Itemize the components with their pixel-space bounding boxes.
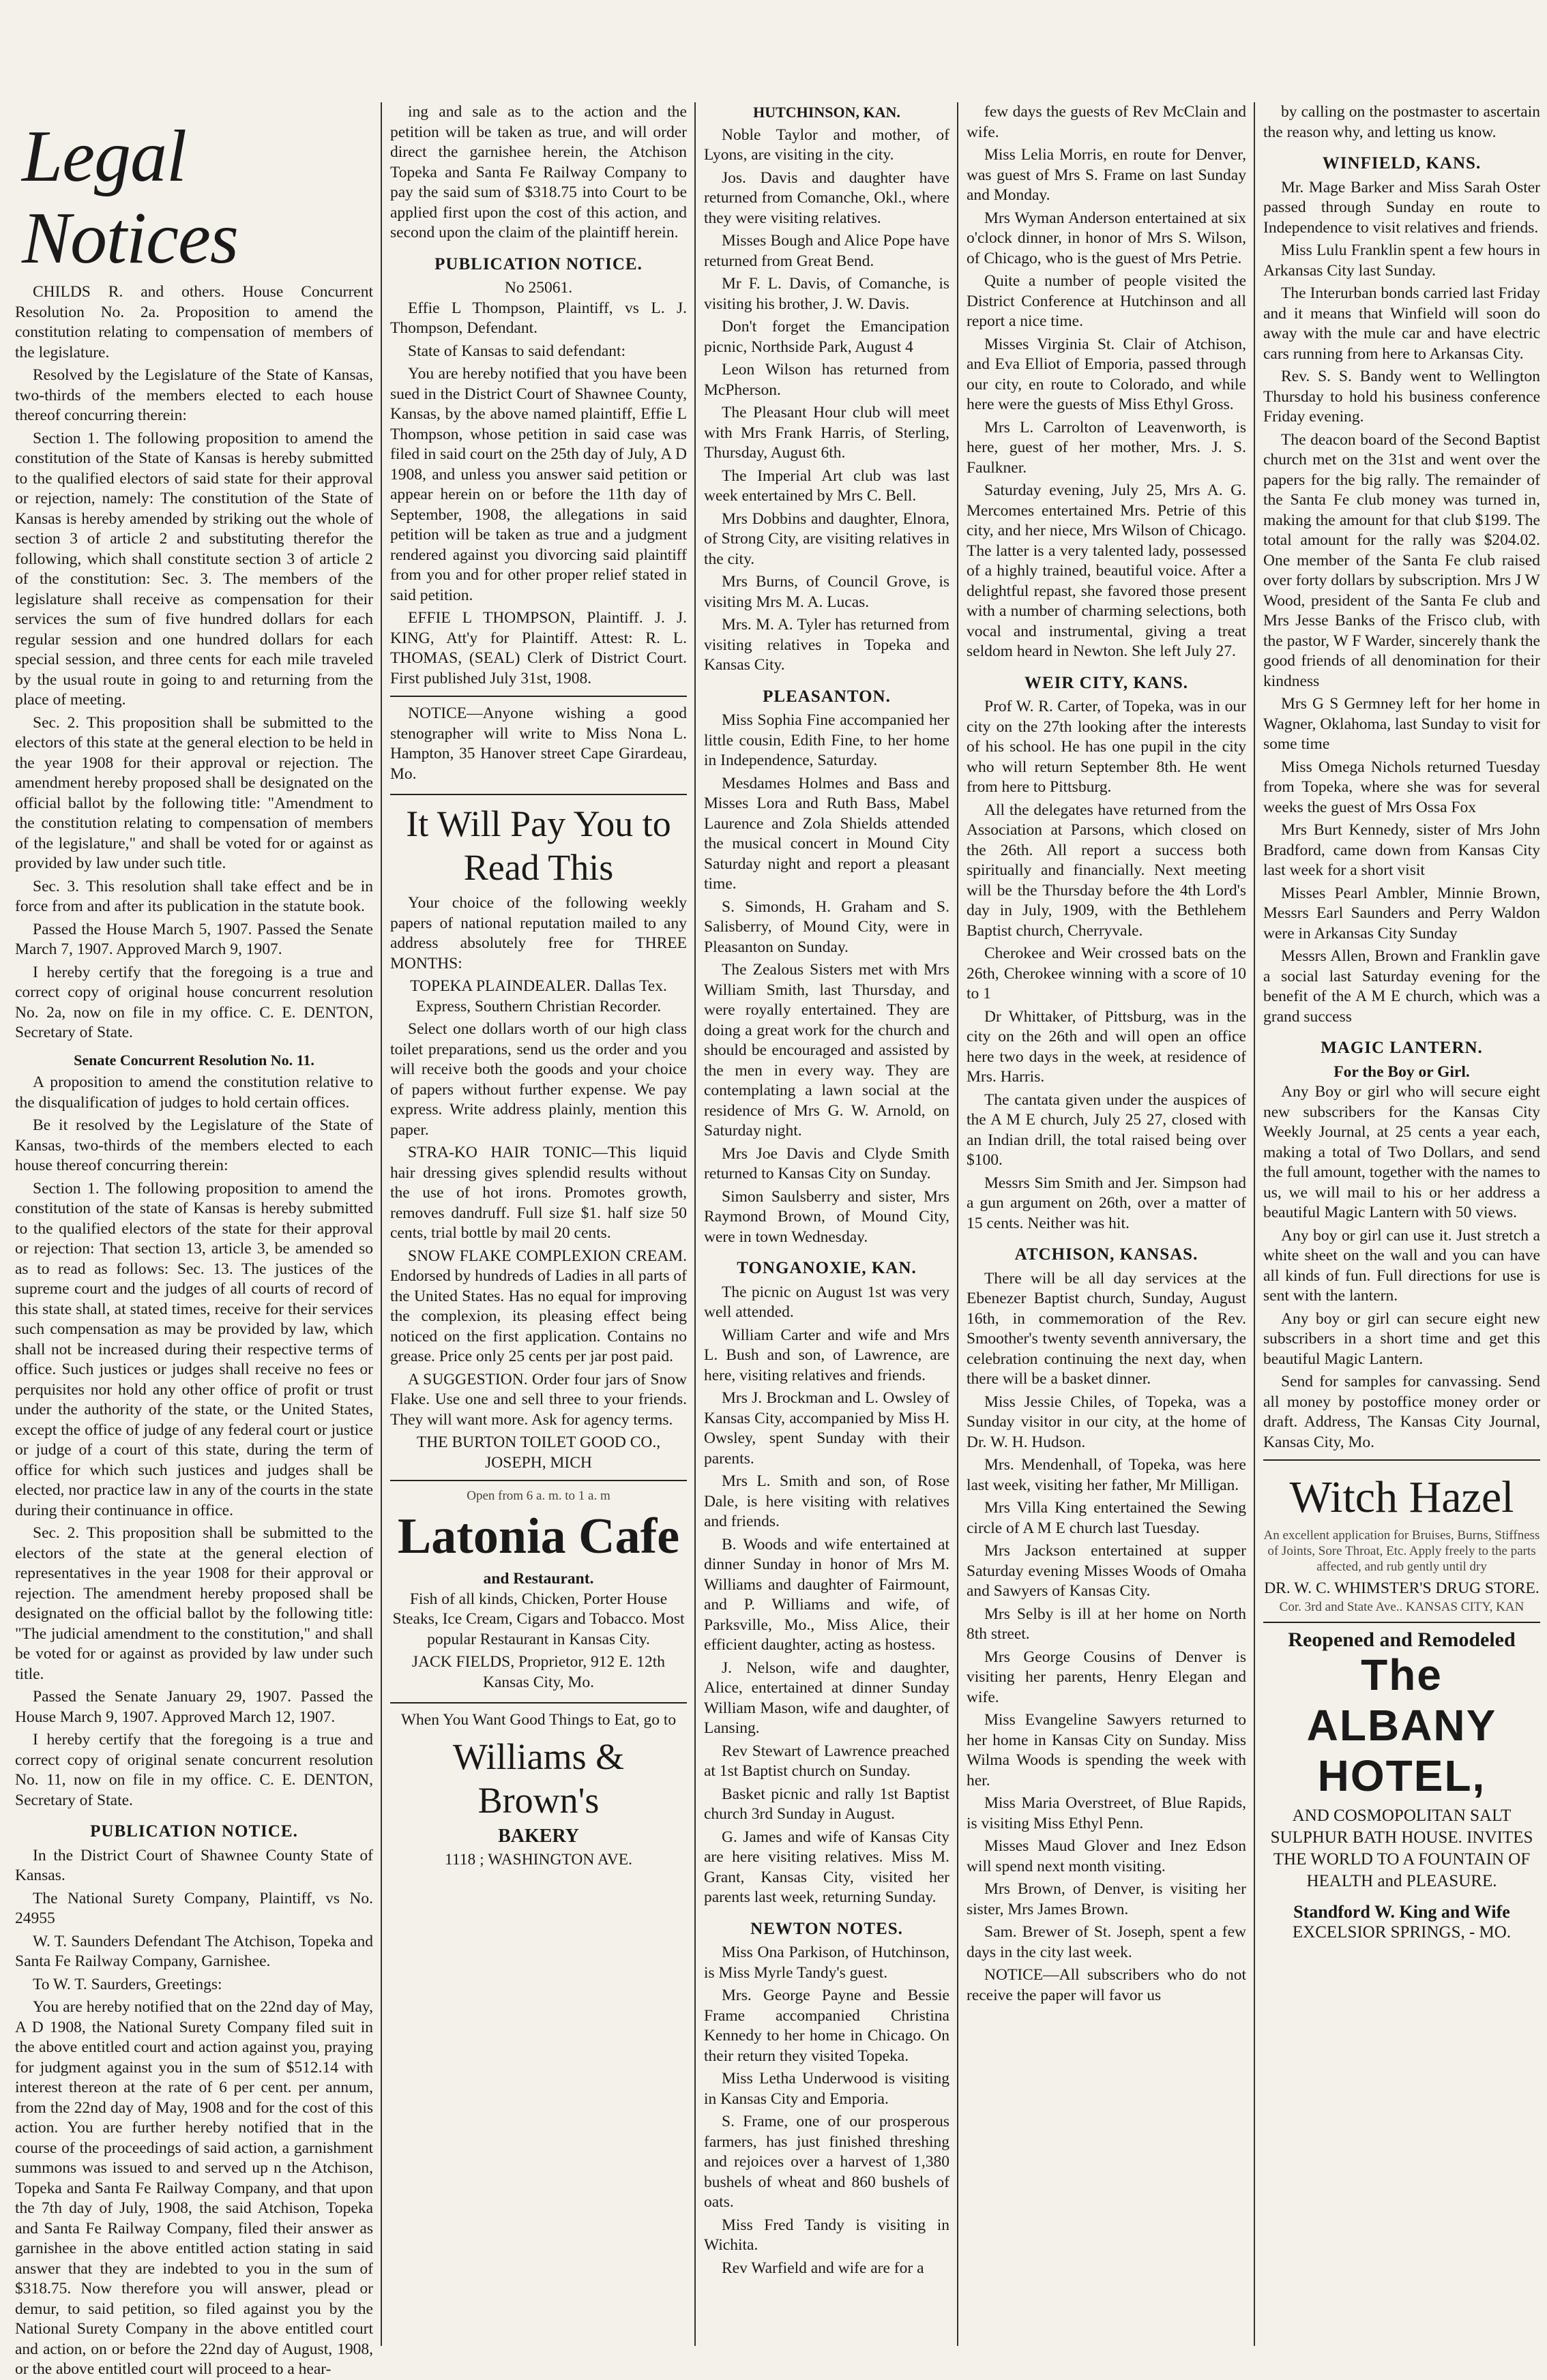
- case-number: No 25061.: [504, 279, 573, 297]
- article-paragraph: Fish of all kinds, Chicken, Porter House Steaks, Ice Cream, Cigars and Tobacco. Most popular Restaurant in Kansas City.: [392, 1590, 685, 1648]
- news-item: Miss Fred Tandy is visiting in Wichita.: [704, 2216, 949, 2254]
- news-item: The Pleasant Hour club will meet with Mrs Frank Harris, of Sterling, Thursday, August 6th.: [704, 404, 949, 462]
- news-item: The Imperial Art club was last week entertained by Mrs C. Bell.: [704, 466, 949, 505]
- news-item: Noble Taylor and mother, of Lyons, are visiting in the city.: [704, 125, 949, 164]
- news-item: Simon Saulsberry and sister, Mrs Raymond Brown, of Mound City, were in town Wednesday.: [704, 1187, 949, 1246]
- article-paragraph: In the District Court of Shawnee County State of Kansas.: [15, 1846, 373, 1884]
- news-item: Mrs J. Brockman and L. Owsley of Kansas City, accompanied by Miss H. Owsley, spent Sunday with their parents.: [704, 1389, 949, 1468]
- news-item: Mrs Jackson entertained at supper Saturday evening Misses Woods of Omaha and Sawyers of Kansas City.: [967, 1542, 1246, 1600]
- article-paragraph: Resolved by the Legislature of the State of Kansas, two-thirds of the members elected to each house thereof concurring therein:: [15, 366, 373, 424]
- newspaper-page: [8, 102, 1547, 2378]
- advertisement-headline: Latonia Cafe: [397, 1508, 680, 1564]
- news-item: Mrs Joe Davis and Clyde Smith returned to Kansas City on Sunday.: [704, 1144, 949, 1182]
- news-item: Rev. S. S. Bandy went to Wellington Thursday to hold his business conference Friday evening.: [1263, 368, 1540, 426]
- news-item: Quite a number of people visited the District Conference at Hutchinson and all report a nice time.: [967, 272, 1246, 330]
- section-heading: WEIR CITY, KANS.: [1024, 673, 1189, 692]
- article-paragraph: When You Want Good Things to Eat, go to: [400, 1711, 677, 1729]
- news-item: Mesdames Holmes and Bass and Misses Lora and Ruth Bass, Mabel Laurence and Zola Shields attended the musical concert in Mound City Saturday night and report a pleasant time.: [704, 774, 949, 893]
- news-item: Messrs Allen, Brown and Franklin gave a social last Saturday evening for the benefit of the A M E church, which was a grand success: [1263, 947, 1540, 1026]
- news-item: by calling on the postmaster to ascertain the reason why, and letting us know.: [1263, 103, 1540, 141]
- news-item: Miss Evangeline Sawyers returned to her home in Kansas City on Sunday. Miss Wilma Woods is spending the week with her.: [967, 1711, 1246, 1789]
- article-paragraph: Sec. 2. This proposition shall be submitted to the electors of this state at the general election to be held in the year 1908 for their approval or rejection. The amendment hereby proposed shall be designated on the official ballot by the following title: "Amendment to the constitution relating to compensation of members of the legislature," and shall be voted for or against as provided by law under such title.: [15, 713, 373, 872]
- column-legal-notices: [8, 102, 380, 2378]
- article-paragraph: Your choice of the following weekly papers of national reputation mailed to any address absolutely free for THREE MONTHS:: [390, 894, 687, 972]
- column-rule: [381, 102, 382, 2346]
- news-item: few days the guests of Rev McClain and wife.: [967, 103, 1246, 141]
- section-heading: Senate Concurrent Resolution No. 11.: [74, 1051, 314, 1069]
- article-paragraph: A SUGGESTION. Order four jars of Snow Flake. Use one and sell three to your friends. They will want more. Ask for agency terms.: [390, 1370, 687, 1429]
- column-local-news-1: [697, 102, 956, 2346]
- news-item: Mrs Selby is ill at her home on North 8th street.: [967, 1605, 1246, 1643]
- news-item: Mrs George Cousins of Denver is visiting her parents, Henry Elegan and wife.: [967, 1648, 1246, 1706]
- article-paragraph: I hereby certify that the foregoing is a true and correct copy of original senate concurrent resolution No. 11, now on file in my office. C. E. DENTON, Secretary of State.: [15, 1731, 373, 1809]
- advertisement-witch-hazel: [1263, 1459, 1540, 1623]
- news-item: Miss Jessie Chiles, of Topeka, was a Sunday visitor in our city, at the home of Dr. W. H. Hudson.: [967, 1393, 1246, 1451]
- news-item: The cantata given under the auspices of the A M E church, July 25 27, closed with an Indian drill, the total raised being over $100.: [967, 1090, 1246, 1169]
- news-item: Miss Letha Underwood is visiting in Kansas City and Emporia.: [704, 2070, 949, 2108]
- news-item: J. Nelson, wife and daughter, Alice, entertained at dinner Sunday William Mason, wife and daughter, of Lansing.: [704, 1658, 949, 1737]
- news-item: Mrs Dobbins and daughter, Elnora, of Strong City, are visiting relatives in the city.: [704, 509, 949, 568]
- advertisement-headline: It Will Pay You to Read This: [406, 803, 671, 888]
- section-heading: PLEASANTON.: [763, 687, 891, 706]
- news-item: Any boy or girl can secure eight new subscribers in a short time and get this beautiful Magic Lantern.: [1263, 1309, 1540, 1368]
- news-item: Rev Stewart of Lawrence preached at 1st Baptist church on Sunday.: [704, 1742, 949, 1780]
- article-paragraph: You are hereby notified that you have been sued in the District Court of Shawnee County, Kansas, by the above named plaintiff, Effie L Thompson, whose petition in said case was filed in said court on the 25th day of July, A D 1908, and unless you answer said petition or appear herein on or before the 11th day of September, 1908, the allegations in said petition will be taken as true and a judgment rendered against you divorcing said plaintiff from you and for other proper relief stated in said petition.: [390, 365, 687, 604]
- section-heading: NEWTON NOTES.: [750, 1919, 903, 1938]
- paper-list: TOPEKA PLAINDEALER. Dallas Tex. Express, Southern Christian Recorder.: [410, 977, 667, 1015]
- address-line: 1118 ; WASHINGTON AVE.: [444, 1851, 633, 1869]
- advertisement-signature: DR. W. C. WHIMSTER'S DRUG STORE.: [1264, 1579, 1539, 1597]
- news-item: Miss Sophia Fine accompanied her little cousin, Edith Fine, to her home in Independence, Saturday.: [704, 711, 949, 769]
- news-item: Mrs Brown, of Denver, is visiting her sister, Mrs James Brown.: [967, 1880, 1246, 1918]
- news-item: Dr Whittaker, of Pittsburg, was in the city on the 26th and will open an office here two days in the week, at residence of Mrs. Harris.: [967, 1007, 1246, 1086]
- advertisement-headline: The ALBANY HOTEL,: [1306, 1650, 1497, 1800]
- section-heading: PUBLICATION NOTICE.: [434, 254, 643, 273]
- news-item: Miss Lelia Morris, en route for Denver, was guest of Mrs S. Frame on last Sunday and Monday.: [967, 146, 1246, 204]
- news-item: Mrs Wyman Anderson entertained at six o'clock dinner, in honor of Mrs S. Wilson, of Chicago, who is the guest of Mrs Petrie.: [967, 209, 1246, 267]
- article-paragraph: Section 1. The following proposition to amend the constitution of the state of Kansas is hereby submitted to the qualified electors of the state for their approval or rejection: That section 13, article 3, be amended so as to read as follows: Sec. 13. The justices of the supreme court and the judges of all courts of record of this state shall, at stated times, receive for their services such compensation as may be provided by law, which shall not be increased during their respective terms of office. Such justices or judges shall receive no fees or perquisites nor hold any other office of profit or trust under the authority of the state, or the United States, except the office of judge of any federal court or justice or judge of a court of this state, during the term of office for which such justices and judges shall be elected, nor practice law in any of the courts in the state during their continuance in office.: [15, 1179, 373, 1519]
- section-heading: ATCHISON, KANSAS.: [1014, 1245, 1198, 1264]
- article-paragraph: Select one dollars worth of our high class toilet preparations, send us the order and you will receive both the goods and your choice of papers without further expense. We pay express. Write address plainly, mention this paper.: [390, 1020, 687, 1139]
- advertisement-signature: Standford W. King and Wife: [1293, 1902, 1510, 1922]
- notice-box: [390, 696, 687, 795]
- news-item: Mrs G S Germney left for her home in Wagner, Oklahoma, last Sunday to visit for some time: [1263, 695, 1540, 753]
- news-item: There will be all day services at the Ebenezer Baptist church, Sunday, August 16th, in commemoration of the Rev. Smoother's twenty seventh anniversary, the celebration continuing the next day, when there will be a basket dinner.: [967, 1269, 1246, 1388]
- advertisement-headline: Witch Hazel: [1289, 1472, 1514, 1522]
- news-item: Mr F. L. Davis, of Comanche, is visiting his brother, J. W. Davis.: [704, 275, 949, 313]
- news-item: Mrs Villa King entertained the Sewing circle of A M E church last Tuesday.: [967, 1499, 1246, 1537]
- address-line: EXCELSIOR SPRINGS, - MO.: [1292, 1922, 1512, 1942]
- news-item: Any Boy or girl who will secure eight new subscribers for the Kansas City Weekly Journal, at 25 cents a year each, making a total of Two Dollars, and send the full amount, together with the names to us, we will mail to his or her address a beautiful Magic Lantern with 50 views.: [1263, 1083, 1540, 1221]
- article-paragraph: W. T. Saunders Defendant The Atchison, Topeka and Santa Fe Railway Company, Garnishee.: [15, 1932, 373, 1970]
- news-item: Basket picnic and rally 1st Baptist church 3rd Sunday in August.: [704, 1785, 949, 1823]
- news-item: All the delegates have returned from the Association at Parsons, which closed on the 26th. All report a success both spiritually and financially. Next meeting will be the Thursday before the 4th Lord's day in July, 1909, with the Bethlehem Baptist church, Cherryvale.: [967, 801, 1246, 940]
- section-heading: MAGIC LANTERN.: [1321, 1039, 1483, 1057]
- news-item: Mrs Burns, of Council Grove, is visiting Mrs M. A. Lucas.: [704, 573, 949, 611]
- article-paragraph: State of Kansas to said defendant:: [408, 342, 626, 360]
- advertisement-text: AND COSMOPOLITAN SALT SULPHUR BATH HOUSE. INVITES THE WORLD TO A FOUNTAIN OF HEALTH and PLEASURE.: [1270, 1806, 1533, 1890]
- news-item: Mr. Mage Barker and Miss Sarah Oster passed through Sunday en route to Independence to visit relatives and friends.: [1263, 178, 1540, 237]
- section-heading: HUTCHINSON, KAN.: [753, 104, 900, 121]
- news-item: The Zealous Sisters met with Mrs William Smith, last Thursday, and were royally entertained. They are doing a great work for the church and should be encouraged and assisted by the men in every way. They are contemplating a lawn social at the residence of Mrs G. W. Arnold, on Saturday night.: [704, 961, 949, 1140]
- section-heading: WINFIELD, KANS.: [1322, 154, 1482, 173]
- article-paragraph: CHILDS R. and others. House Concurrent Resolution No. 2a. Proposition to amend the constitution relating to compensation of members of the legislature.: [15, 283, 373, 361]
- news-item: Misses Virginia St. Clair of Atchison, and Eva Elliot of Emporia, passed through our city, en route to Colorado, and while here were the guests of Miss Ethyl Gross.: [967, 335, 1246, 413]
- news-item: Any boy or girl can use it. Just stretch a white sheet on the wall and you can have all kinds of fun. Full directions for use is sent with the lantern.: [1263, 1226, 1540, 1305]
- column-rule: [957, 102, 958, 2346]
- news-item: NOTICE—All subscribers who do not receive the paper will favor us: [967, 1966, 1246, 2004]
- news-item: Mrs L. Carrolton of Leavenworth, is here, guest of her mother, Mrs. J. S. Faulkner.: [967, 418, 1246, 477]
- news-item: S. Simonds, H. Graham and S. Salisberry, of Mound City, were in Pleasanton on Sunday.: [704, 897, 949, 956]
- advertisement-headline: Williams & Brown's: [452, 1736, 625, 1821]
- news-item: Miss Ona Parkison, of Hutchinson, is Miss Myrle Tandy's guest.: [704, 1944, 949, 1982]
- article-paragraph: NOTICE—Anyone wishing a good stenographer will write to Miss Nona L. Hampton, 35 Hanover street Cape Girardeau, Mo.: [390, 704, 687, 783]
- column-rule: [1254, 102, 1255, 2346]
- section-heading: TONGANOXIE, KAN.: [737, 1259, 917, 1277]
- article-paragraph: Sec. 2. This proposition shall be submitted to the electors of the state at the general election of representatives in the year 1908 for their approval or rejection. The amendment hereby proposed shall be designated on the official ballot by the following title: "The judicial amendment to the constitution," and shall be voted for or against as provided by law under such title.: [15, 1524, 373, 1683]
- news-item: William Carter and wife and Mrs L. Bush and son, of Lawrence, are here, visiting relatives and friends.: [704, 1326, 949, 1384]
- news-item: The deacon board of the Second Baptist church met on the 31st and went over the papers for the big rally. The remainder of the Santa Fe club money was turned in, making the amount for that club $199. The total amount for the rally was $204.02. One member of the Santa Fe club raised over forty dollars by subscription. Mrs J W Wood, president of the Santa Fe club and Mrs Jesse Banks of the Frisco club, with the pastor, W F Warder, sincerely thank the good friends of all denomination for their kindness: [1263, 430, 1540, 690]
- advertisement-text: An excellent application for Bruises, Burns, Stiffness of Joints, Sore Throat, Etc. Apply freely to the parts affected, and rub gently until dry: [1263, 1528, 1540, 1574]
- section-subheading: For the Boy or Girl.: [1334, 1062, 1470, 1081]
- opening-hours: Open from 6 a. m. to 1 a. m: [467, 1489, 610, 1503]
- news-item: Misses Pearl Ambler, Minnie Brown, Messrs Earl Saunders and Perry Waldon were in Arkansas City Sunday: [1263, 884, 1540, 942]
- news-item: Cherokee and Weir crossed bats on the 26th, Cherokee winning with a score of 10 to 1: [967, 944, 1246, 1002]
- advertisement-subhead: and Restaurant.: [483, 1570, 594, 1588]
- advertisement-subhead: Reopened and Remodeled: [1288, 1628, 1516, 1651]
- column-local-news-2: [960, 102, 1253, 2346]
- article-paragraph: To W. T. Saurders, Greetings:: [33, 1975, 222, 1993]
- news-item: Don't forget the Emancipation picnic, Northside Park, August 4: [704, 318, 949, 356]
- news-item: Mrs Burt Kennedy, sister of Mrs John Bradford, came down from Kansas City last week for a short visit: [1263, 821, 1540, 879]
- article-paragraph: Sec. 3. This resolution shall take effect and be in force from and after its publication in the statute book.: [15, 877, 373, 915]
- news-item: Misses Bough and Alice Pope have returned from Great Bend.: [704, 232, 949, 270]
- news-item: Miss Lulu Franklin spent a few hours in Arkansas City last Sunday.: [1263, 241, 1540, 280]
- column-local-news-3: [1256, 102, 1547, 2346]
- news-item: B. Woods and wife entertained at dinner Sunday in honor of Mrs M. Williams and daughter of Fairmount, and P. Williams and wife, of Parksville, Mo., Miss Alice, their efficient daughter, acting as hostess.: [704, 1535, 949, 1654]
- company-name: THE BURTON TOILET GOOD CO., JOSEPH, MICH: [416, 1433, 661, 1472]
- news-item: Rev Warfield and wife are for a: [722, 2259, 924, 2277]
- proprietor-line: JACK FIELDS, Proprietor, 912 E. 12th Kansas City, Mo.: [411, 1653, 666, 1691]
- news-item: Misses Maud Glover and Inez Edson will spend next month visiting.: [967, 1837, 1246, 1875]
- news-item: Mrs. George Payne and Bessie Frame accompanied Christina Kennedy to her home in Chicago. On their return they visited Topeka.: [704, 1987, 949, 2065]
- article-paragraph: Be it resolved by the Legislature of the State of Kansas, two-thirds of the members elected to each house thereof concurring therein:: [15, 1116, 373, 1174]
- news-item: Mrs L. Smith and son, of Rose Dale, is here visiting with relatives and friends.: [704, 1472, 949, 1530]
- article-paragraph: EFFIE L THOMPSON, Plaintiff. J. J. KING, Att'y for Plaintiff. Attest: R. L. THOMAS, (SEAL) Clerk of District Court. First published July 31st, 1908.: [390, 609, 687, 687]
- news-item: Leon Wilson has returned from McPherson.: [704, 361, 949, 399]
- news-item: Mrs. M. A. Tyler has returned from visiting relatives in Topeka and Kansas City.: [704, 616, 949, 674]
- news-item: Miss Omega Nichols returned Tuesday from Topeka, where she was for several weeks the guest of Mrs Ossa Fox: [1263, 758, 1540, 816]
- article-paragraph: ing and sale as to the action and the petition will be taken as true, and will order direct the garnishee herein, the Atchison Topeka and Santa Fe Railway Company to pay the said sum of $318.75 into Court to be applied first upon the cost of this action, and second upon the claim of the plaintiff herein.: [390, 103, 687, 241]
- advertisement-subhead: BAKERY: [498, 1825, 579, 1847]
- news-item: G. James and wife of Kansas City are here visiting relatives. Miss M. Grant, Kansas City, visited her parents last week, returning Sunday.: [704, 1828, 949, 1906]
- section-title: Legal Notices: [22, 116, 238, 279]
- news-item: Send for samples for canvassing. Send all money by postoffice money order or draft. Address, The Kansas City Journal, Kansas City, Mo.: [1263, 1373, 1540, 1451]
- news-item: Miss Maria Overstreet, of Blue Rapids, is visiting Miss Ethyl Penn.: [967, 1794, 1246, 1832]
- article-paragraph: Passed the Senate January 29, 1907. Passed the House March 9, 1907. Approved March 12, 1907.: [15, 1688, 373, 1726]
- article-paragraph: Passed the House March 5, 1907. Passed the Senate March 7, 1907. Approved March 9, 1907.: [15, 920, 373, 958]
- article-paragraph: You are hereby notified that on the 22nd day of May, A D 1908, the National Surety Company filed suit in the above entitled court and action against you, praying for judgment against you in the sum of $512.14 with interest thereon at the rate of 6 per cent. per annum, from the 22nd day of May, 1908 and for the cost of this action. You are further hereby notified that in the course of the proceedings of said action, a garnishment summons was issued to and served up n the Atchison, Topeka and Santa Fe Railway Company, and that upon the 7th day of July, 1908, the said Atchison, Topeka and Santa Fe Railway Company, filed their answer as garnishee in the above entitled action stating in said answer that they are indebted to you in the sum of $318.75. Now therefore you will answer, plead or demur, to said petition, so filed against you by the National Surety Company in the above entitled court and action, on or before the 22nd day of August, 1908, or the above entitled court will proceed to a hear-: [15, 1998, 373, 2378]
- section-heading: PUBLICATION NOTICE.: [90, 1822, 298, 1841]
- news-item: Saturday evening, July 25, Mrs A. G. Mercomes entertained Mrs. Petrie of this city, and her niece, Mrs Wilson of Chicago. The latter is a very talented lady, possessed of a highly trained, beautiful voice. After a delightful repast, she favored those present with a number of charming selections, both vocal and instrumental, giving a treat seldom heard in Newton. She left July 27.: [967, 481, 1246, 660]
- advertisement-latonia: [390, 1480, 687, 1704]
- news-item: Sam. Brewer of St. Joseph, spent a few days in the city last week.: [967, 1923, 1246, 1961]
- news-item: The Interurban bonds carried last Friday and it means that Winfield will soon do away with the mule car and have electric cars running from here to Arkansas City.: [1263, 284, 1540, 363]
- article-paragraph: Effie L Thompson, Plaintiff, vs L. J. Thompson, Defendant.: [390, 299, 687, 337]
- news-item: The picnic on August 1st was very well attended.: [704, 1283, 949, 1321]
- address-line: Cor. 3rd and State Ave.. KANSAS CITY, KAN: [1279, 1599, 1524, 1614]
- column-rule: [694, 102, 696, 2346]
- column-notices-ads: [383, 102, 694, 2346]
- article-paragraph: The National Surety Company, Plaintiff, vs No. 24955: [15, 1889, 373, 1927]
- article-paragraph: I hereby certify that the foregoing is a true and correct copy of original house concurrent resolution No. 2a, now on file in my office. C. E. DENTON, Secretary of State.: [15, 963, 373, 1041]
- article-paragraph: A proposition to amend the constitution relative to the disqualification of judges to hold certain offices.: [15, 1073, 373, 1112]
- article-paragraph: SNOW FLAKE COMPLEXION CREAM. Endorsed by hundreds of Ladies in all parts of the United States. Has no equal for improving the complexion, its pleasing effect being noticed on the first application. Contains no grease. Price only 25 cents per jar post paid.: [390, 1247, 687, 1365]
- news-item: Messrs Sim Smith and Jer. Simpson had a gun argument on 26th, over a matter of 15 cents. Neither was hit.: [967, 1174, 1246, 1232]
- article-paragraph: STRA-KO HAIR TONIC—This liquid hair dressing gives splendid results without the use of hot irons. Promotes growth, removes dandruff. Full size $1. half size 50 cents, trial bottle by mail 20 cents.: [390, 1144, 687, 1242]
- news-item: Jos. Davis and daughter have returned from Comanche, Okl., where they were visiting relatives.: [704, 168, 949, 227]
- news-item: Mrs. Mendenhall, of Topeka, was here last week, visiting her father, Mr Milligan.: [967, 1456, 1246, 1494]
- article-paragraph: Section 1. The following proposition to amend the constitution of the State of Kansas is hereby submitted to the qualified electors of said state for their approval or rejection, namely: The constitution of the State of Kansas is hereby amended by striking out the whole of section 3 of article 2 and substituting therefor the following, which shall constitute section 3 of article 2 of the constitution: Sec. 3. The members of the legislature shall receive as compensation for their services the sum of five hundred dollars for each regular session and one hundred dollars for each special session, and three cents for each mile traveled by the usual route in going to and returning from the place of meeting.: [15, 429, 373, 709]
- news-item: S. Frame, one of our prosperous farmers, has just finished threshing and rejoices over a harvest of 1,380 bushels of wheat and 860 bushels of oats.: [704, 2113, 949, 2211]
- news-item: Prof W. R. Carter, of Topeka, was in our city on the 27th looking after the interests of his school. He has one pupil in the city who will return September 8th. He went from here to Pittsburg.: [967, 698, 1246, 796]
